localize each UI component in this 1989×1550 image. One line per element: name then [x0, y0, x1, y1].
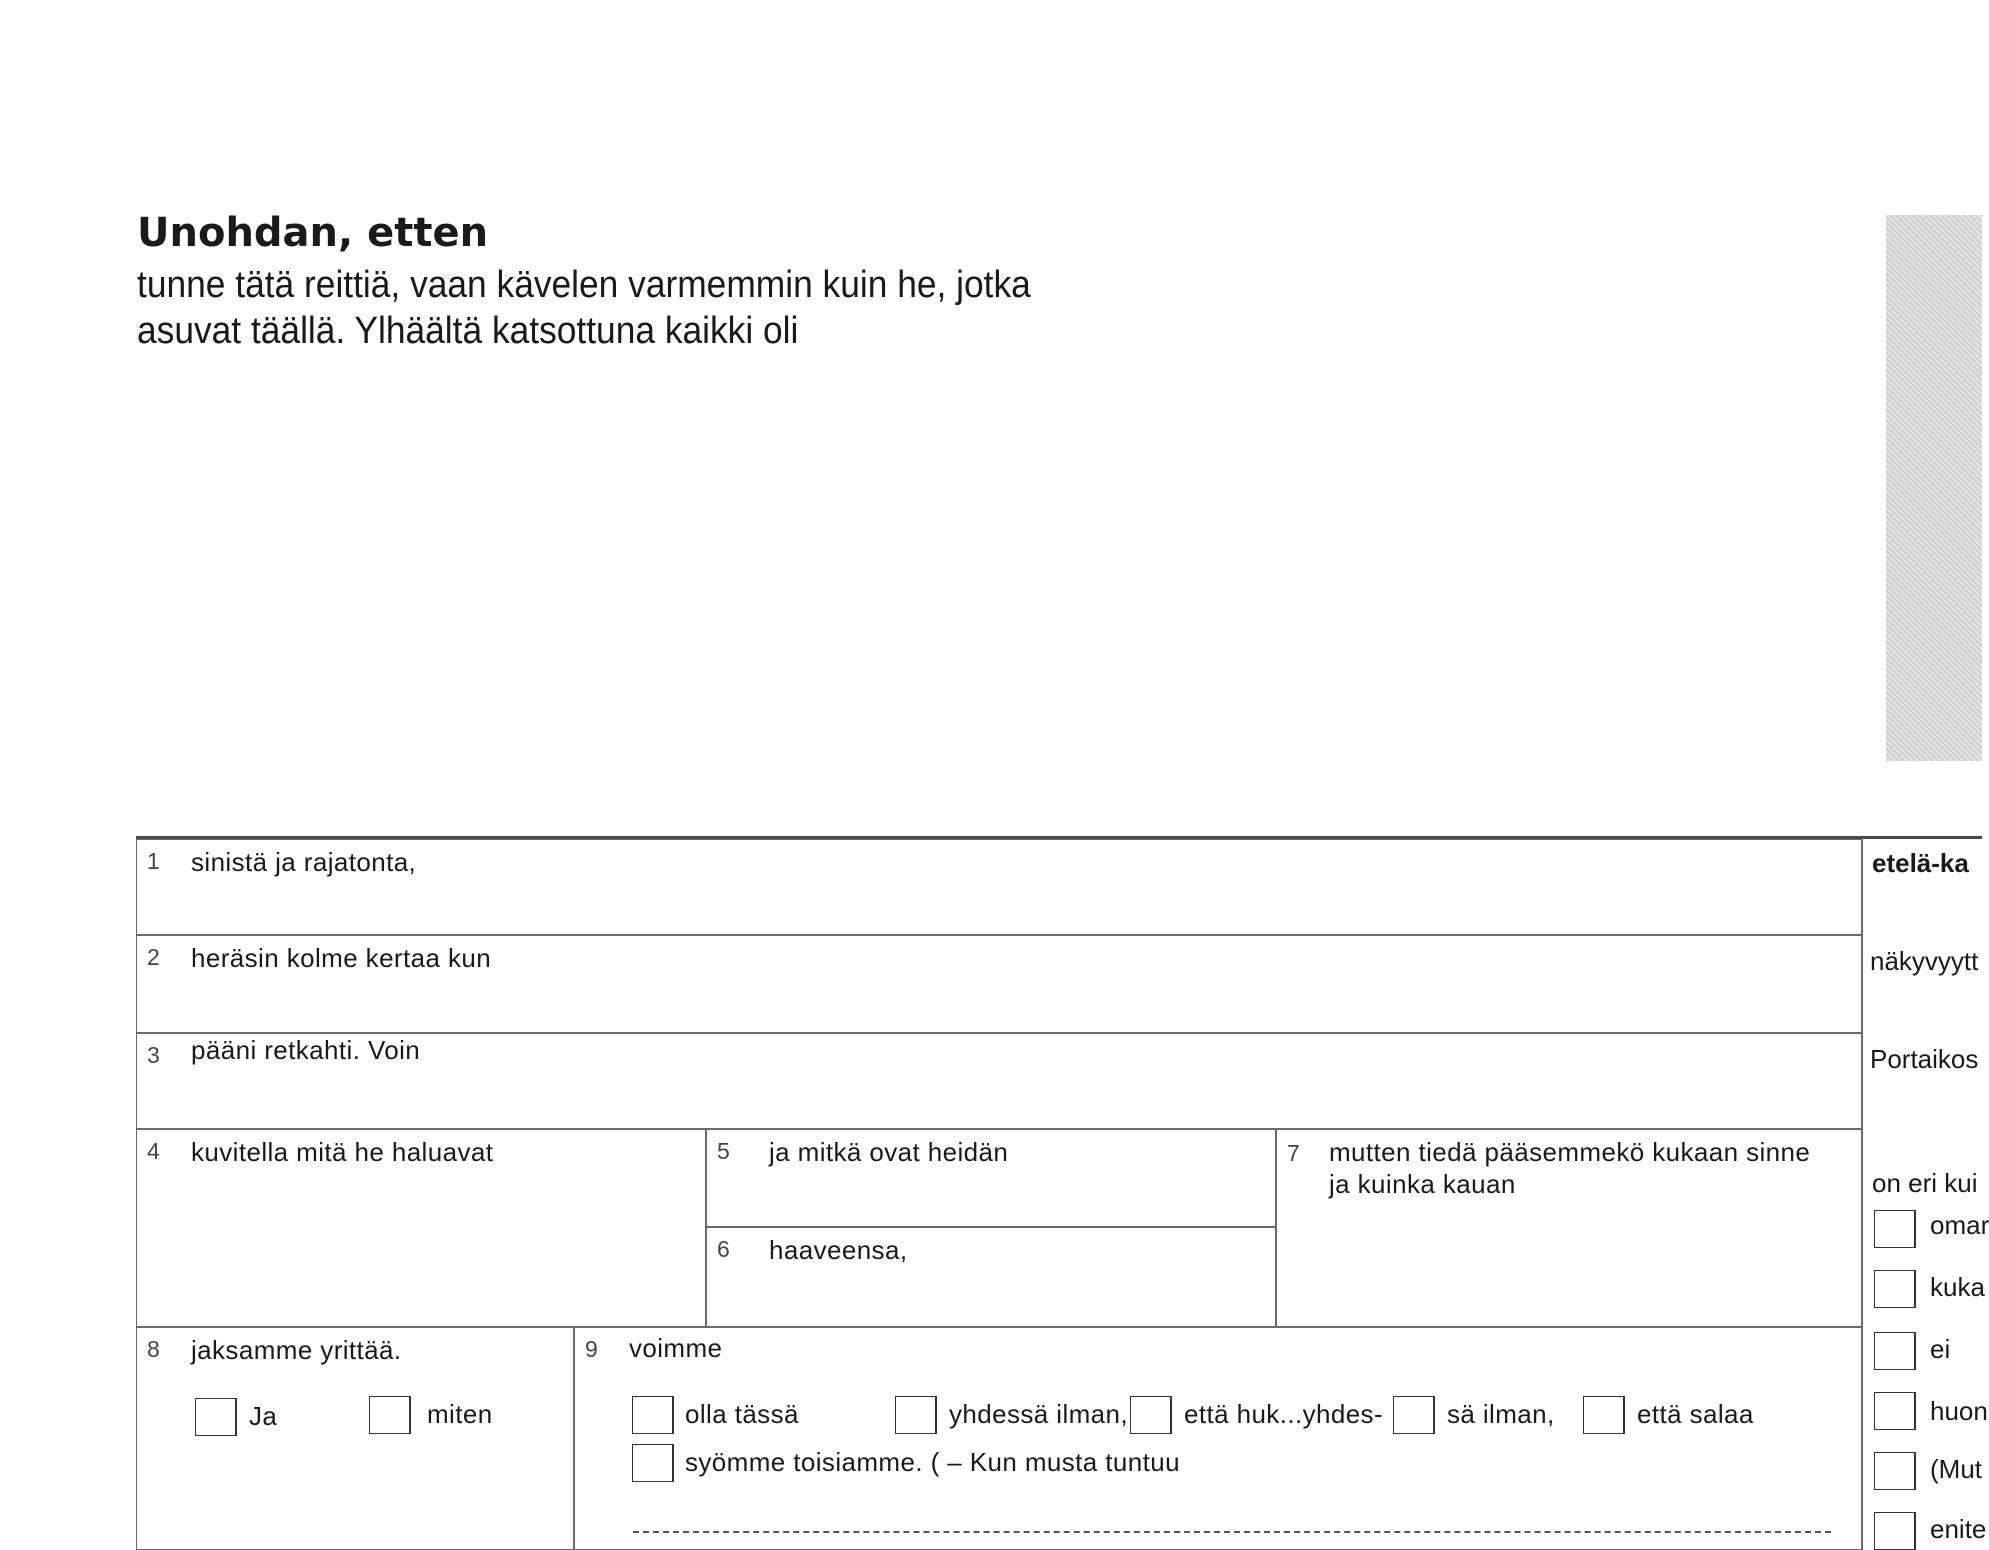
field-label: pääni retkahti. Voin: [191, 1035, 421, 1065]
right-checkbox[interactable]: [1874, 1452, 1916, 1490]
option-label: miten: [427, 1399, 493, 1429]
write-in-line: [633, 1531, 1831, 1533]
right-column-divider: [1862, 839, 1863, 1550]
option-label: Ja: [249, 1401, 278, 1431]
field-number: 8: [147, 1336, 160, 1362]
right-option-label: (Mut: [1930, 1454, 1982, 1484]
checkbox-syomme[interactable]: [632, 1444, 674, 1482]
field-label: jaksamme yrittää.: [191, 1335, 402, 1365]
field-number: 4: [147, 1138, 160, 1164]
field-label-line: mutten tiedä pääsemmekö kukaan sinne: [1329, 1137, 1811, 1167]
right-column-title: etelä-ka: [1872, 848, 1969, 878]
intro-line: tunne tätä reittiä, vaan kävelen varmemmin kuin he, jotka: [137, 264, 1031, 306]
checkbox-sa-ilman[interactable]: [1393, 1396, 1435, 1434]
field-label: voimme: [629, 1333, 723, 1363]
right-option-label: omar: [1930, 1210, 1989, 1240]
option-label: sä ilman,: [1447, 1399, 1555, 1429]
field-label: sinistä ja rajatonta,: [191, 847, 417, 877]
checkbox-ja[interactable]: [195, 1398, 237, 1436]
field-number: 6: [717, 1236, 730, 1262]
field-label: kuvitella mitä he haluavat: [191, 1137, 494, 1167]
page-heading: Unohdan, etten: [137, 210, 489, 256]
right-checkbox[interactable]: [1874, 1270, 1916, 1308]
option-label: yhdessä ilman,: [949, 1399, 1129, 1429]
right-column-line: on eri kui: [1872, 1168, 1978, 1198]
right-option-label: huon: [1930, 1396, 1988, 1426]
right-option-label: ei: [1930, 1334, 1951, 1364]
checkbox-etta-salaa[interactable]: [1583, 1396, 1625, 1434]
right-checkbox[interactable]: [1874, 1512, 1916, 1550]
field-9: [574, 1327, 1862, 1550]
field-number: 7: [1287, 1140, 1300, 1166]
field-label: heräsin kolme kertaa kun: [191, 943, 492, 973]
form-grid: [136, 836, 1989, 1550]
option-label: että huk...yhdes-: [1184, 1399, 1384, 1429]
option-label: että salaa: [1637, 1399, 1754, 1429]
intro-line: asuvat täällä. Ylhäältä katsottuna kaikki oli: [137, 310, 799, 352]
field-3[interactable]: [136, 1033, 1862, 1129]
right-checkbox[interactable]: [1874, 1210, 1916, 1248]
right-option-label: enite: [1930, 1514, 1987, 1544]
field-number: 2: [147, 944, 160, 970]
field-7[interactable]: [1276, 1129, 1862, 1327]
intro-text: [137, 262, 1067, 354]
field-number: 9: [585, 1336, 598, 1362]
field-2[interactable]: [136, 935, 1862, 1033]
field-1[interactable]: [136, 839, 1862, 935]
field-8: [136, 1327, 574, 1550]
field-label-line: ja kuinka kauan: [1329, 1169, 1516, 1199]
right-column-line: Portaikos: [1870, 1044, 1979, 1074]
checkbox-olla-tassa[interactable]: [632, 1396, 674, 1434]
field-6[interactable]: [706, 1227, 1276, 1327]
right-option-label: kuka: [1930, 1272, 1985, 1302]
option-label: olla tässä: [685, 1399, 799, 1429]
field-number: 5: [717, 1138, 730, 1164]
right-checkbox[interactable]: [1874, 1392, 1916, 1430]
right-column-line: näkyvyytt: [1870, 946, 1979, 976]
field-4[interactable]: [136, 1129, 706, 1327]
right-checkbox[interactable]: [1874, 1332, 1916, 1370]
shaded-margin-strip: [1886, 215, 1982, 761]
checkbox-miten[interactable]: [369, 1396, 411, 1434]
checkbox-yhdessa-ilman[interactable]: [895, 1396, 937, 1434]
field-number: 3: [147, 1042, 160, 1068]
option-label: syömme toisiamme. ( – Kun musta tuntuu: [685, 1447, 1180, 1477]
field-number: 1: [147, 848, 160, 874]
field-label: ja mitkä ovat heidän: [769, 1137, 1009, 1167]
field-5[interactable]: [706, 1129, 1276, 1227]
checkbox-etta-huk[interactable]: [1130, 1396, 1172, 1434]
field-label: haaveensa,: [769, 1235, 908, 1265]
